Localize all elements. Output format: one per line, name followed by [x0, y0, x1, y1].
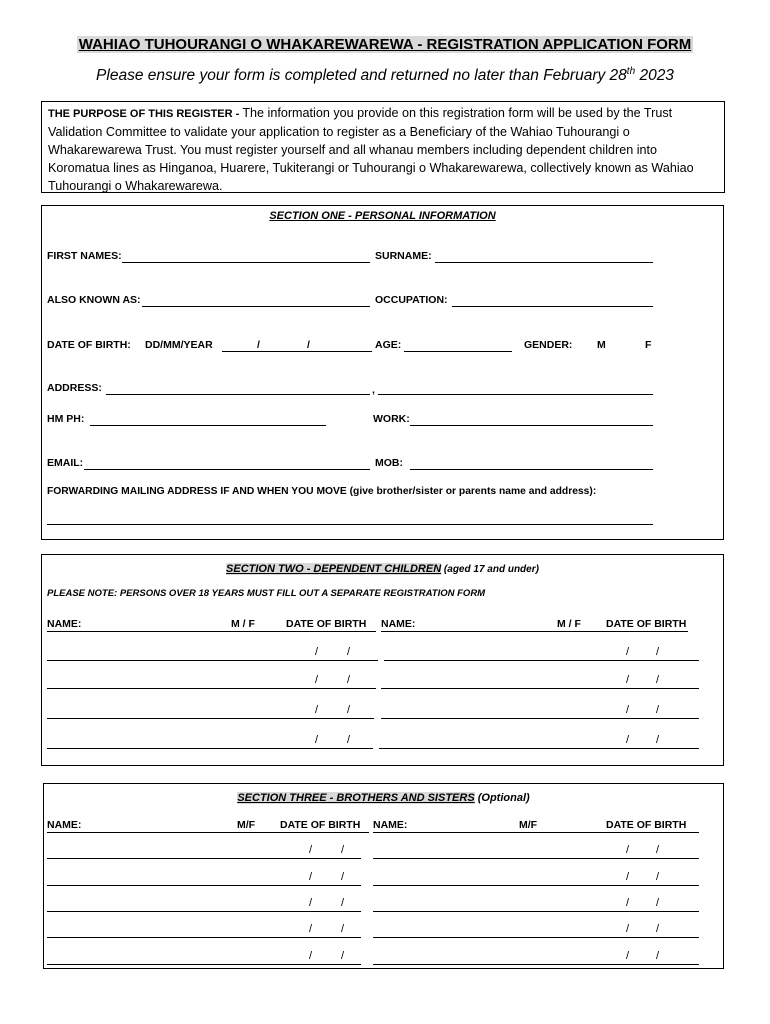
sibling-row-field[interactable]: [373, 937, 699, 938]
sibling-row-field[interactable]: [47, 885, 361, 886]
child-dob-slash: /: [656, 646, 660, 658]
children-header-underline: [381, 631, 688, 632]
purpose-text: The information you provide on this registration form will be used by the Trust Validation Committee to validate your application to register as a Beneficiary of the Wahiao Tuhourangi o Whakarewarewa Trust. You must register yourself and all whanau members including dependent children into Koromatua lines as Hinganoa, Huarere, Tukiterangi or Tuhourangi o Whakarewarewa, collectively known as Wahiao Tuhourangi o Whakarewarewa.: [48, 106, 694, 193]
gender-label: GENDER:: [524, 339, 573, 351]
child-dob-slash: /: [656, 704, 660, 716]
sibling-row-field[interactable]: [373, 964, 699, 965]
sibling-dob-slash: /: [309, 923, 313, 935]
dob-label: DATE OF BIRTH:: [47, 339, 131, 351]
child-dob-slash: /: [315, 674, 319, 686]
address-field-2[interactable]: [378, 394, 653, 395]
surname-label: SURNAME:: [375, 250, 432, 262]
sibling-row-field[interactable]: [373, 858, 699, 859]
email-field[interactable]: [84, 469, 370, 470]
siblings-name-header-2: NAME:: [373, 819, 408, 831]
siblings-dob-header-1: DATE OF BIRTH: [280, 819, 361, 831]
section-two: [41, 554, 724, 766]
occupation-field[interactable]: [452, 306, 653, 307]
sibling-row-field[interactable]: [47, 911, 361, 912]
sibling-dob-slash: /: [309, 950, 313, 962]
first-names-label: FIRST NAMES:: [47, 250, 122, 262]
children-dob-header-1: DATE OF BIRTH: [286, 618, 367, 630]
home-phone-field[interactable]: [90, 425, 326, 426]
sibling-dob-slash: /: [656, 923, 660, 935]
gender-m-option[interactable]: M: [597, 339, 606, 351]
child-dob-slash: /: [315, 734, 319, 746]
form-title: WAHIAO TUHOURANGI O WHAKAREWAREWA - REGISTRATION APPLICATION FORM: [78, 36, 692, 53]
age-label: AGE:: [375, 339, 402, 351]
sibling-row-field[interactable]: [373, 885, 699, 886]
sibling-dob-slash: /: [341, 844, 345, 856]
sibling-dob-slash: /: [626, 950, 630, 962]
child-row-field[interactable]: [379, 748, 699, 749]
child-dob-slash: /: [347, 674, 351, 686]
child-dob-slash: /: [626, 646, 630, 658]
siblings-mf-header-1: M/F: [237, 819, 256, 831]
mobile-field[interactable]: [410, 469, 653, 470]
child-dob-slash: /: [626, 674, 630, 686]
child-row-field[interactable]: [47, 748, 373, 749]
form-subtitle: Please ensure your form is completed and returned no later than February 28th 2023: [96, 66, 674, 85]
child-dob-slash: /: [347, 646, 351, 658]
surname-field[interactable]: [435, 262, 653, 263]
siblings-name-header-1: NAME:: [47, 819, 82, 831]
sibling-row-field[interactable]: [373, 911, 699, 912]
child-row-field[interactable]: [47, 660, 378, 661]
siblings-dob-header-2: DATE OF BIRTH: [606, 819, 687, 831]
sibling-dob-slash: /: [341, 897, 345, 909]
dob-slash-2: /: [307, 339, 310, 351]
section-three-title: SECTION THREE - BROTHERS AND SISTERS (Optional): [237, 792, 530, 804]
sibling-dob-slash: /: [341, 923, 345, 935]
dob-field[interactable]: [222, 351, 372, 352]
sibling-dob-slash: /: [656, 897, 660, 909]
mobile-label: MOB:: [375, 457, 403, 469]
child-dob-slash: /: [656, 734, 660, 746]
sibling-dob-slash: /: [309, 844, 313, 856]
gender-f-option[interactable]: F: [645, 339, 652, 351]
work-phone-field[interactable]: [410, 425, 653, 426]
sibling-dob-slash: /: [309, 871, 313, 883]
email-label: EMAIL:: [47, 457, 84, 469]
address-comma: ,: [372, 384, 375, 396]
address-field-1[interactable]: [106, 394, 370, 395]
children-mf-header-1: M / F: [231, 618, 255, 630]
siblings-header-underline: [47, 832, 369, 833]
home-phone-label: HM PH:: [47, 413, 85, 425]
children-dob-header-2: DATE OF BIRTH: [606, 618, 687, 630]
child-row-field[interactable]: [47, 718, 374, 719]
child-dob-slash: /: [626, 734, 630, 746]
sibling-dob-slash: /: [309, 897, 313, 909]
child-dob-slash: /: [347, 734, 351, 746]
occupation-label: OCCUPATION:: [375, 294, 448, 306]
child-dob-slash: /: [626, 704, 630, 716]
children-mf-header-2: M / F: [557, 618, 581, 630]
section-one-title: SECTION ONE - PERSONAL INFORMATION: [269, 210, 496, 222]
child-row-field[interactable]: [47, 688, 376, 689]
sibling-dob-slash: /: [626, 923, 630, 935]
sibling-dob-slash: /: [626, 897, 630, 909]
sibling-dob-slash: /: [626, 844, 630, 856]
sibling-dob-slash: /: [341, 871, 345, 883]
siblings-header-underline: [373, 832, 699, 833]
sibling-row-field[interactable]: [47, 858, 361, 859]
child-row-field[interactable]: [384, 660, 699, 661]
sibling-dob-slash: /: [626, 871, 630, 883]
dob-slash-1: /: [257, 339, 260, 351]
child-dob-slash: /: [656, 674, 660, 686]
address-label: ADDRESS:: [47, 382, 102, 394]
first-names-field[interactable]: [122, 262, 370, 263]
child-dob-slash: /: [315, 704, 319, 716]
aka-label: ALSO KNOWN AS:: [47, 294, 141, 306]
children-header-underline: [47, 631, 376, 632]
children-name-header-1: NAME:: [47, 618, 82, 630]
section-two-title: SECTION TWO - DEPENDENT CHILDREN (aged 17 and under): [226, 563, 539, 575]
work-phone-label: WORK:: [373, 413, 410, 425]
child-dob-slash: /: [347, 704, 351, 716]
child-row-field[interactable]: [381, 718, 699, 719]
sibling-row-field[interactable]: [47, 964, 361, 965]
purpose-box: [41, 101, 725, 193]
section-one: [41, 205, 724, 540]
forwarding-address-label: FORWARDING MAILING ADDRESS IF AND WHEN YOU MOVE (give brother/sister or parents name and address):: [47, 486, 597, 497]
purpose-heading: THE PURPOSE OF THIS REGISTER -: [48, 108, 243, 120]
sibling-dob-slash: /: [656, 844, 660, 856]
sibling-dob-slash: /: [656, 871, 660, 883]
sibling-dob-slash: /: [341, 950, 345, 962]
section-two-note: PLEASE NOTE: PERSONS OVER 18 YEARS MUST FILL OUT A SEPARATE REGISTRATION FORM: [47, 588, 486, 599]
age-field[interactable]: [404, 351, 512, 352]
forwarding-address-field[interactable]: [47, 524, 653, 525]
section-three: [43, 783, 724, 969]
sibling-dob-slash: /: [656, 950, 660, 962]
sibling-row-field[interactable]: [47, 937, 361, 938]
children-name-header-2: NAME:: [381, 618, 416, 630]
child-dob-slash: /: [315, 646, 319, 658]
child-row-field[interactable]: [381, 688, 699, 689]
aka-field[interactable]: [142, 306, 370, 307]
siblings-mf-header-2: M/F: [519, 819, 538, 831]
dob-format: DD/MM/YEAR: [145, 339, 213, 351]
